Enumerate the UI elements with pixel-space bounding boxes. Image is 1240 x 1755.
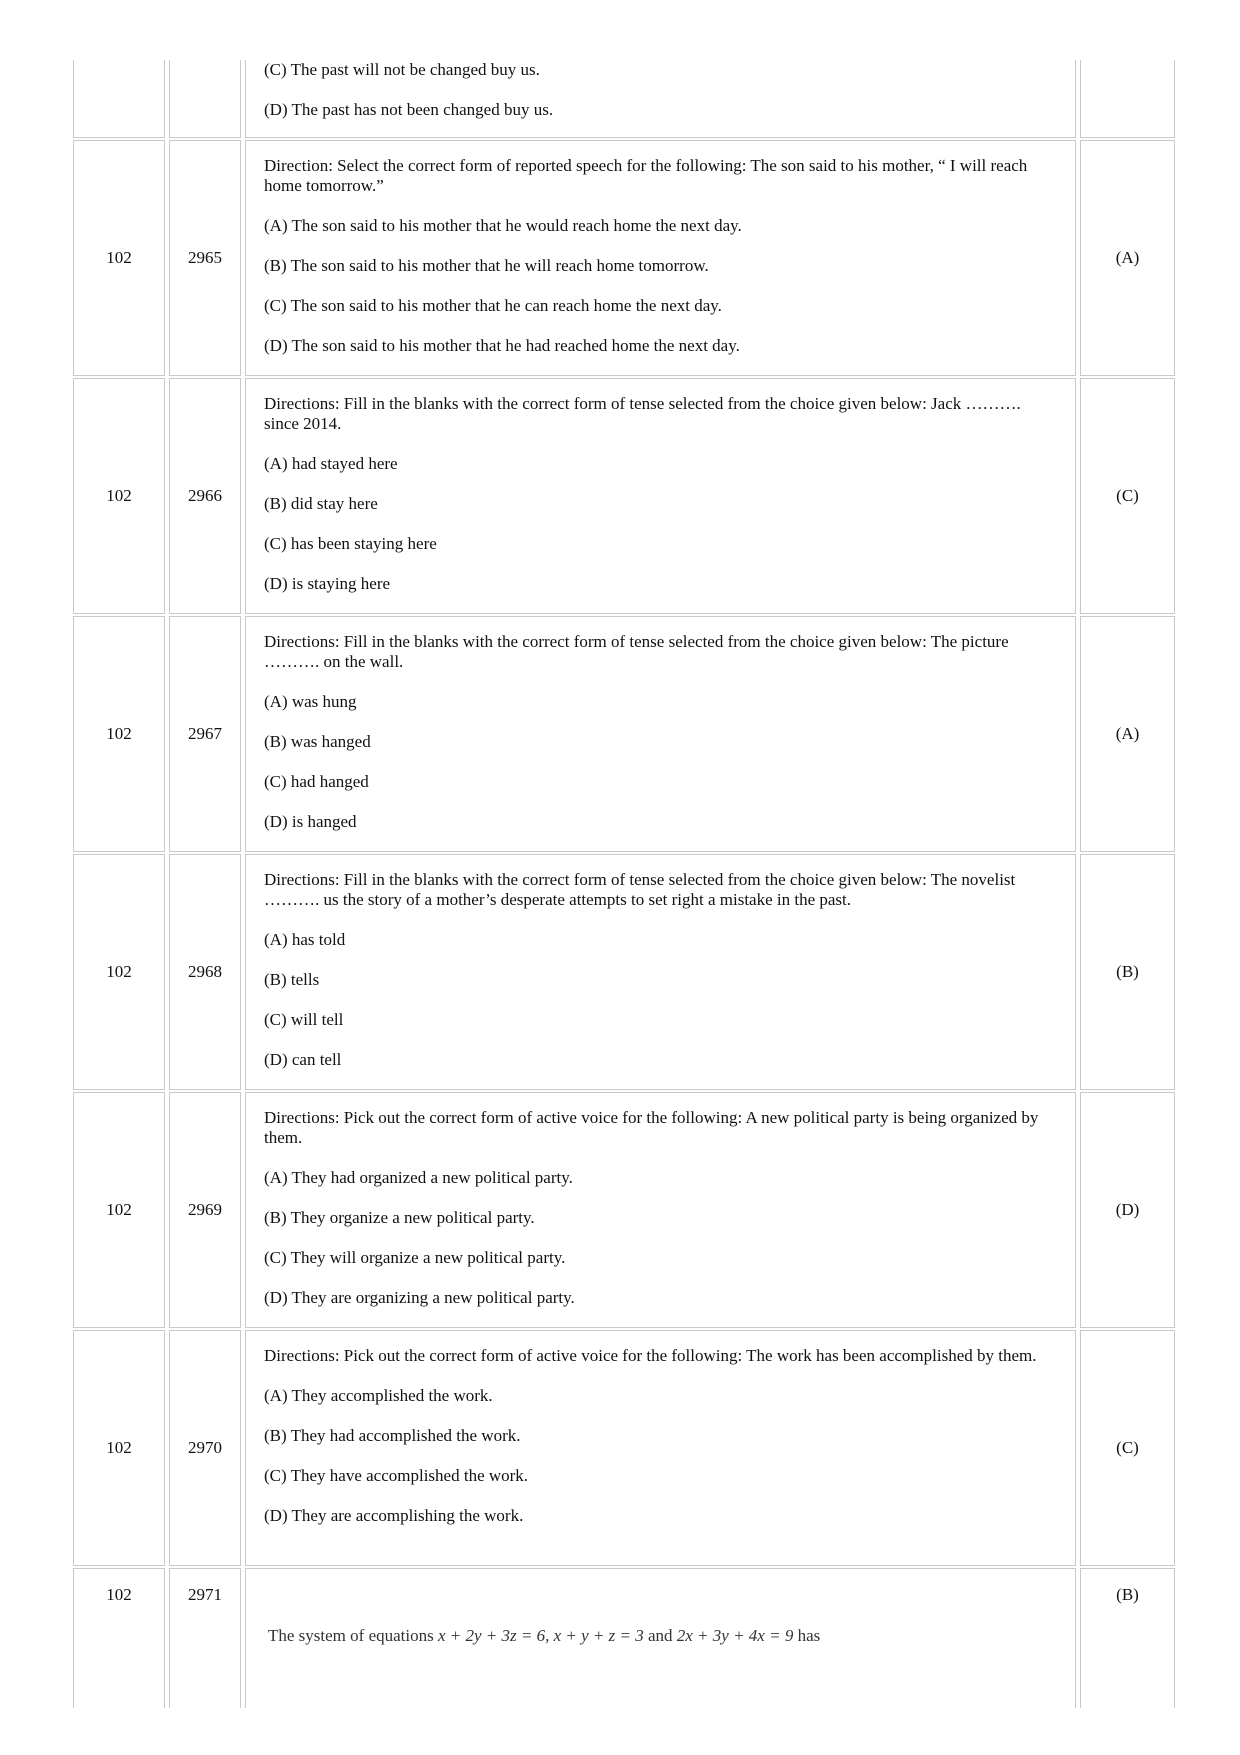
- subject-cell: 102: [73, 854, 165, 1090]
- option: (C) The past will not be changed buy us.: [264, 60, 540, 79]
- answer-cell: (A): [1080, 140, 1175, 376]
- question-direction: Directions: Pick out the correct form of active voice for the following: A new political party is being organized by them.: [264, 1108, 1039, 1147]
- answer-cell: (A): [1080, 616, 1175, 852]
- equation-3: 2x + 3y + 4x = 9: [676, 1626, 794, 1645]
- subject-cell: 102: [73, 616, 165, 852]
- answer-cell: [1080, 60, 1175, 138]
- table-row: [73, 1092, 1175, 1328]
- option: (B) They organize a new political party.: [264, 1208, 535, 1227]
- table-row: [73, 616, 1175, 852]
- subject-cell: 102: [73, 1330, 165, 1566]
- equation-1: x + 2y + 3z = 6,: [437, 1626, 550, 1645]
- option: (D) The son said to his mother that he had reached home the next day.: [264, 336, 740, 355]
- equation-2: x + y + z = 3: [553, 1626, 644, 1645]
- question-cell: [245, 60, 1076, 138]
- question-cell: [245, 1330, 1076, 1566]
- option: (A) The son said to his mother that he would reach home the next day.: [264, 216, 742, 235]
- question-direction: Directions: Fill in the blanks with the correct form of tense selected from the choice given below: Jack ………. since 2014.: [264, 394, 1021, 433]
- table-row: [73, 1568, 1175, 1708]
- option: (D) can tell: [264, 1050, 342, 1069]
- subject-cell: 102: [73, 140, 165, 376]
- option: (C) has been staying here: [264, 534, 437, 553]
- question-cell: [245, 378, 1076, 614]
- question-number-cell: 2968: [169, 854, 241, 1090]
- question-cell: [245, 1092, 1076, 1328]
- question-number-cell: 2971: [169, 1568, 241, 1708]
- option: (D) They are accomplishing the work.: [264, 1506, 524, 1525]
- question-direction: Directions: Pick out the correct form of active voice for the following: The work has been accomplished by them.: [264, 1346, 1037, 1365]
- option: (B) was hanged: [264, 732, 371, 751]
- question-number-cell: 2969: [169, 1092, 241, 1328]
- option: (C) The son said to his mother that he can reach home the next day.: [264, 296, 722, 315]
- option: (C) They will organize a new political party.: [264, 1248, 566, 1267]
- question-cell: [245, 616, 1076, 852]
- question-number-cell: 2967: [169, 616, 241, 852]
- option: (D) The past has not been changed buy us.: [264, 100, 554, 119]
- option: (C) They have accomplished the work.: [264, 1466, 529, 1485]
- table-row: [73, 854, 1175, 1090]
- subject-cell: 102: [73, 1092, 165, 1328]
- table-row: [73, 60, 1175, 138]
- question-number-cell: 2970: [169, 1330, 241, 1566]
- question-number-cell: 2966: [169, 378, 241, 614]
- question-direction: Direction: Select the correct form of reported speech for the following: The son said to his mother, “ I will reach home tomorrow.”: [264, 156, 1028, 195]
- subject-cell: 102: [73, 378, 165, 614]
- option: (A) has told: [264, 930, 346, 949]
- table-row: [73, 140, 1175, 376]
- question-number-cell: 2965: [169, 140, 241, 376]
- option: (A) They accomplished the work.: [264, 1386, 493, 1405]
- subject-cell: [73, 60, 165, 138]
- option: (A) had stayed here: [264, 454, 398, 473]
- option: (B) The son said to his mother that he will reach home tomorrow.: [264, 256, 709, 275]
- equation-lead-text: The system of equations: [268, 1626, 434, 1645]
- table-row: [73, 378, 1175, 614]
- answer-cell: (B): [1080, 1568, 1175, 1708]
- option: (C) will tell: [264, 1010, 344, 1029]
- equation-and-text: and: [647, 1626, 673, 1645]
- answer-cell: (D): [1080, 1092, 1175, 1328]
- option: (A) They had organized a new political party.: [264, 1168, 573, 1187]
- option: (D) is staying here: [264, 574, 391, 593]
- question-cell: [245, 140, 1076, 376]
- question-number-cell: [169, 60, 241, 138]
- option: (C) had hanged: [264, 772, 369, 791]
- answer-cell: (C): [1080, 1330, 1175, 1566]
- option: (D) They are organizing a new political party.: [264, 1288, 575, 1307]
- option: (B) They had accomplished the work.: [264, 1426, 521, 1445]
- subject-cell: 102: [73, 1568, 165, 1708]
- question-cell: [245, 854, 1076, 1090]
- option: (B) tells: [264, 970, 320, 989]
- option: (B) did stay here: [264, 494, 378, 513]
- answer-cell: (C): [1080, 378, 1175, 614]
- equation-image: [264, 1626, 1057, 1646]
- question-direction: Directions: Fill in the blanks with the correct form of tense selected from the choice given below: The novelist ………. us the story of a mother’s desperate attempts to set right a mistake in the past.: [264, 870, 1016, 909]
- question-cell: [245, 1568, 1076, 1708]
- table-row: [73, 1330, 1175, 1566]
- equation-tail-text: has: [797, 1626, 821, 1645]
- option: (A) was hung: [264, 692, 357, 711]
- question-direction: Directions: Fill in the blanks with the correct form of tense selected from the choice given below: The picture ………. on the wall.: [264, 632, 1009, 671]
- answer-cell: (B): [1080, 854, 1175, 1090]
- option: (D) is hanged: [264, 812, 357, 831]
